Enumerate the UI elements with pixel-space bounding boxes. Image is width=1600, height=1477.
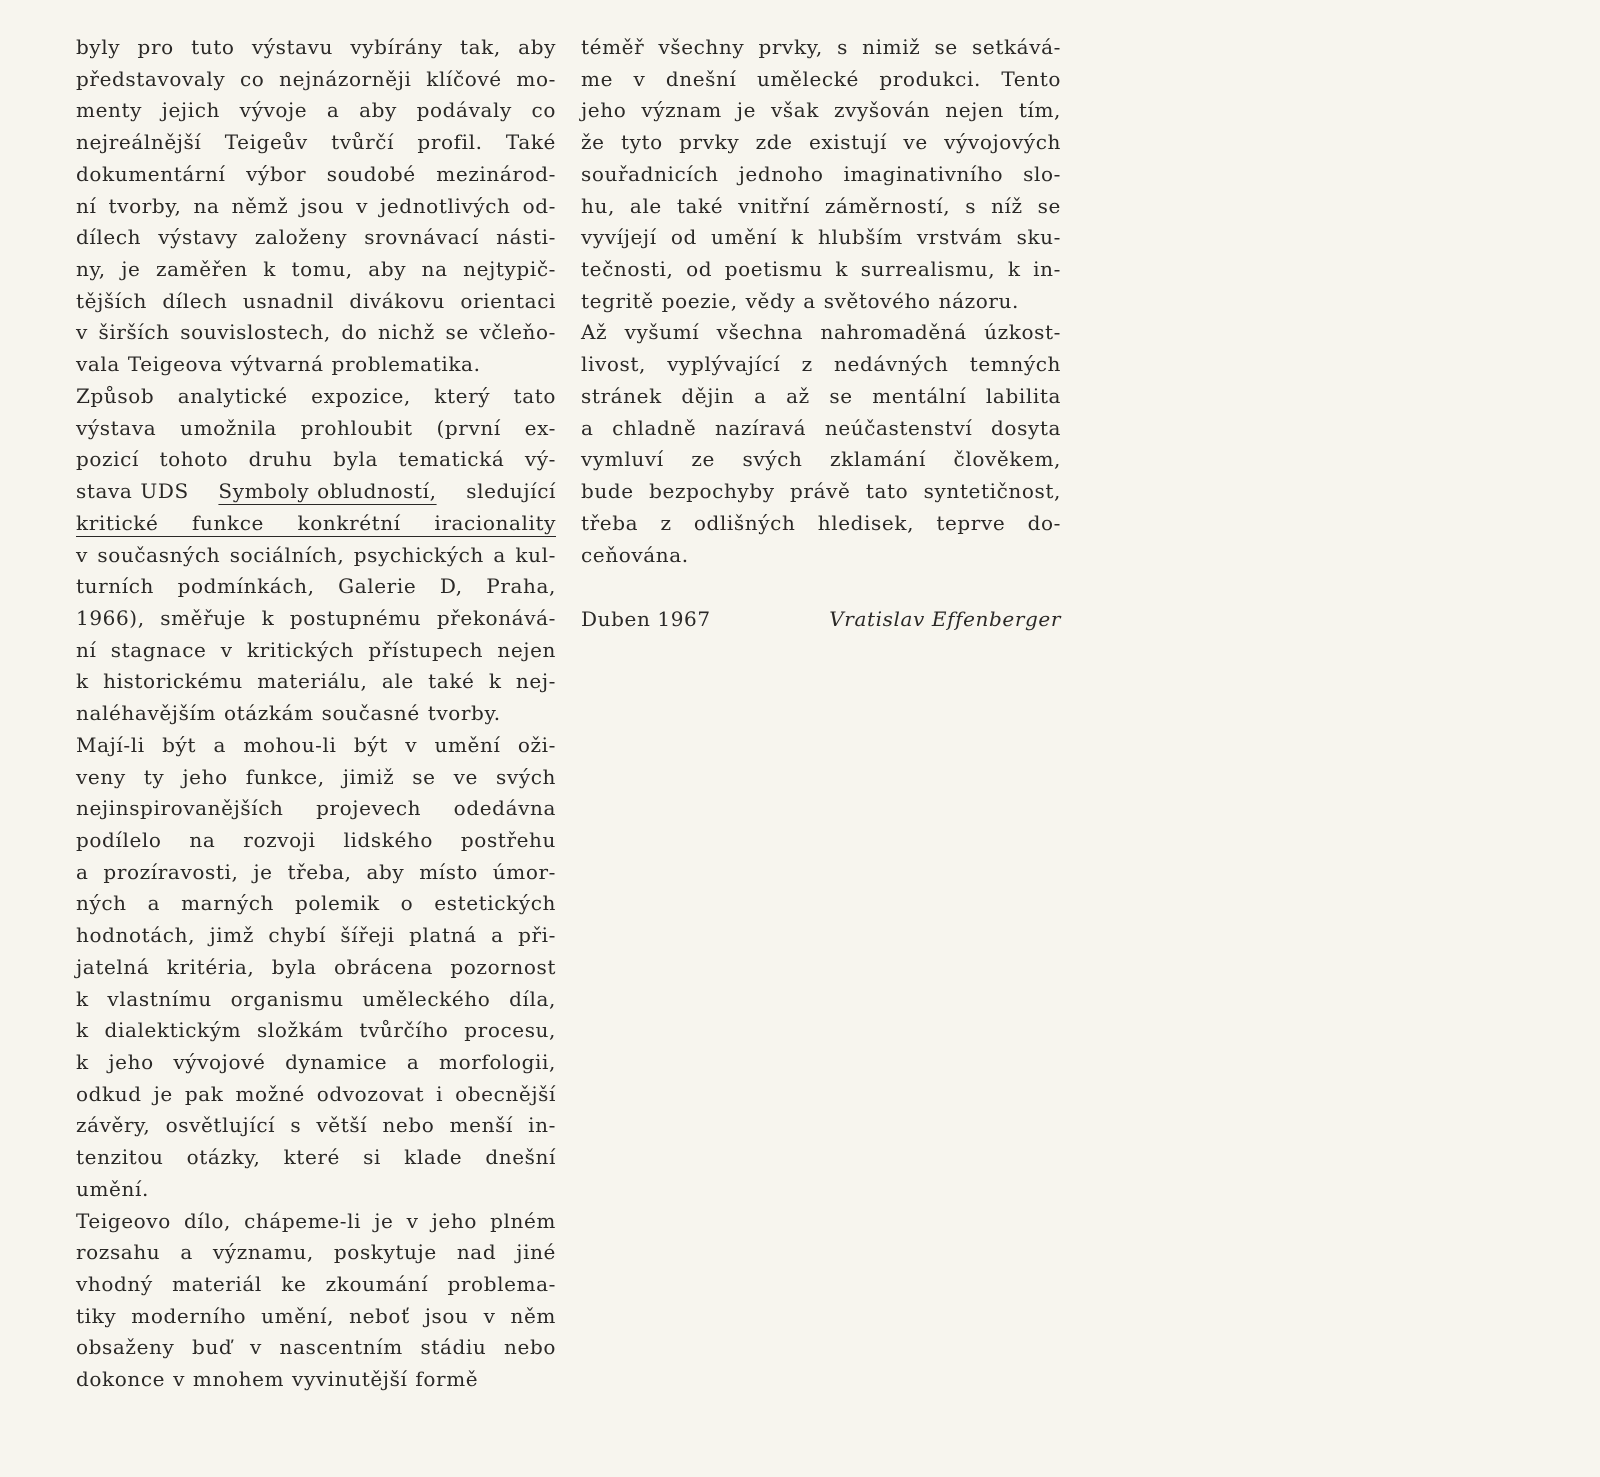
left-column-line: k historickému materiálu, ale také k nej- xyxy=(76,669,556,694)
left-column-line: nejreálnější Teigeův tvůrčí profil. Také xyxy=(76,130,556,155)
text-column-left xyxy=(76,32,556,1396)
right-column-line: hu, ale také vnitřní záměrností, s níž se xyxy=(581,193,1061,218)
right-column-line: vyvíjejí od umění k hlubším vrstvám sku- xyxy=(581,225,1061,250)
left-column-line: ny, je zaměřen k tomu, aby na nejtypič- xyxy=(76,257,556,282)
left-column-line: tenzitou otázky, které si klade dnešní xyxy=(76,1145,556,1170)
signature-author: Vratislav Effenberger xyxy=(829,607,1061,631)
left-column-line: nejinspirovanějších projevech odedávna xyxy=(76,796,556,821)
left-column-line: ných a marných polemik o estetických xyxy=(76,891,556,916)
left-column-line: ní tvorby, na němž jsou v jednotlivých od- xyxy=(76,193,556,218)
left-column-line: dílech výstavy založeny srovnávací násti- xyxy=(76,225,556,250)
right-column-line: me v dnešní umělecké produkci. Tento xyxy=(581,66,1061,91)
left-column-line: vala Teigeova výtvarná problematika. xyxy=(76,352,481,377)
left-column-line: dokonce v mnohem vyvinutější formě xyxy=(76,1367,479,1392)
right-column-line: třeba z odlišných hledisek, teprve do- xyxy=(581,510,1061,535)
left-column-line: rozsahu a významu, poskytuje nad jiné xyxy=(76,1240,556,1265)
underlined-title-line-1 xyxy=(76,476,556,508)
left-column-line: odkud je pak možné odvozovat i obecnější xyxy=(76,1081,556,1106)
right-column-line: téměř všechny prvky, s nimiž se setkává- xyxy=(581,35,1061,59)
left-column-line: vhodný materiál ke zkoumání problema- xyxy=(76,1272,556,1297)
left-column-line: závěry, osvětlující s větší nebo menší in- xyxy=(76,1113,556,1138)
left-column-line: a prozíravosti, je třeba, aby místo úmor- xyxy=(76,859,556,884)
underlined-title-line-2 xyxy=(76,508,556,540)
right-column-line: vymluví ze svých zklamání člověkem, xyxy=(581,447,1061,472)
left-column-line: dokumentární výbor soudobé mezinárod- xyxy=(76,161,556,186)
left-column-line: turních podmínkách, Galerie D, Praha, xyxy=(76,574,556,599)
left-column-line: umění. xyxy=(76,1176,149,1201)
left-column-line: k jeho vývojové dynamice a morfologii, xyxy=(76,1050,556,1074)
left-column-line: k vlastnímu organismu uměleckého díla, xyxy=(76,986,556,1011)
left-column-line: tějších dílech usnadnil divákovu orientaci xyxy=(76,288,556,313)
left-column-line: výstava umožnila prohloubit (první ex- xyxy=(76,415,556,440)
left-column-line: obsaženy buď v nascentním stádiu nebo xyxy=(76,1335,556,1360)
left-column-line: představovaly co nejnázorněji klíčové mo- xyxy=(76,66,556,91)
left-column-line: hodnotách, jimž chybí šířeji platná a při- xyxy=(76,923,556,948)
right-column-line: jeho význam je však zvyšován nejen tím, xyxy=(581,98,1061,123)
left-column-line: veny ty jeho funkce, jimiž se ve svých xyxy=(76,764,556,789)
left-column-line: k dialektickým složkám tvůrčího procesu, xyxy=(76,1018,556,1043)
left-column-line: tiky moderního umění, neboť jsou v něm xyxy=(76,1303,556,1328)
left-column-line: jatelná kritéria, byla obrácena pozornost xyxy=(76,954,556,979)
left-column-line: menty jejich vývoje a aby podávaly co xyxy=(76,98,556,123)
left-column-line: v širších souvislostech, do nichž se včleňo- xyxy=(76,320,556,345)
exhibition-title-part2: kritické funkce konkrétní iracionality xyxy=(76,510,556,535)
right-column-line: tegritě poezie, vědy a světového názoru. xyxy=(581,288,1019,313)
right-column-line: tečnosti, od poetismu k surrealismu, k in- xyxy=(581,257,1061,282)
left-column-line: Způsob analytické expozice, který tato xyxy=(76,383,556,408)
right-column-line: stránek dějin a až se mentální labilita xyxy=(581,383,1061,408)
left-column-line: podílelo na rozvoji lidského postřehu xyxy=(76,827,556,852)
title-line-prefix: stava UDS xyxy=(76,479,189,504)
left-column-line: v současných sociálních, psychických a kul- xyxy=(76,542,556,567)
signature-date: Duben 1967 xyxy=(581,607,711,631)
left-column-line: Mají-li být a mohou-li být v umění oži- xyxy=(76,732,556,757)
left-column-line: byly pro tuto výstavu vybírány tak, aby xyxy=(76,35,556,59)
signature-line xyxy=(581,604,1061,636)
left-column-line: pozicí tohoto druhu byla tematická vý- xyxy=(76,447,556,472)
right-column-line: souřadnicích jednoho imaginativního slo- xyxy=(581,161,1061,186)
right-column-line: ceňována. xyxy=(581,542,689,567)
right-column-line: bude bezpochyby právě tato syntetičnost, xyxy=(581,479,1061,504)
left-column-line: naléhavějším otázkám současné tvorby. xyxy=(76,701,501,726)
right-column-line: livost, vyplývající z nedávných temných xyxy=(581,352,1061,377)
right-column-line: že tyto prvky zde existují ve vývojových xyxy=(581,130,1061,155)
text-column-right xyxy=(581,32,1061,571)
title-line-suffix: sledující xyxy=(466,479,556,504)
left-column-line: Teigeovo dílo, chápeme-li je v jeho plném xyxy=(76,1208,556,1233)
left-column-line: 1966), směřuje k postupnému překonává- xyxy=(76,605,556,630)
right-column-line: a chladně nazíravá neúčastenství dosyta xyxy=(581,415,1061,440)
left-column-line: ní stagnace v kritických přístupech nejen xyxy=(76,637,556,662)
right-column-line: Až vyšumí všechna nahromaděná úzkost- xyxy=(581,320,1061,345)
exhibition-title-part1: Symboly obludností, xyxy=(218,479,437,504)
